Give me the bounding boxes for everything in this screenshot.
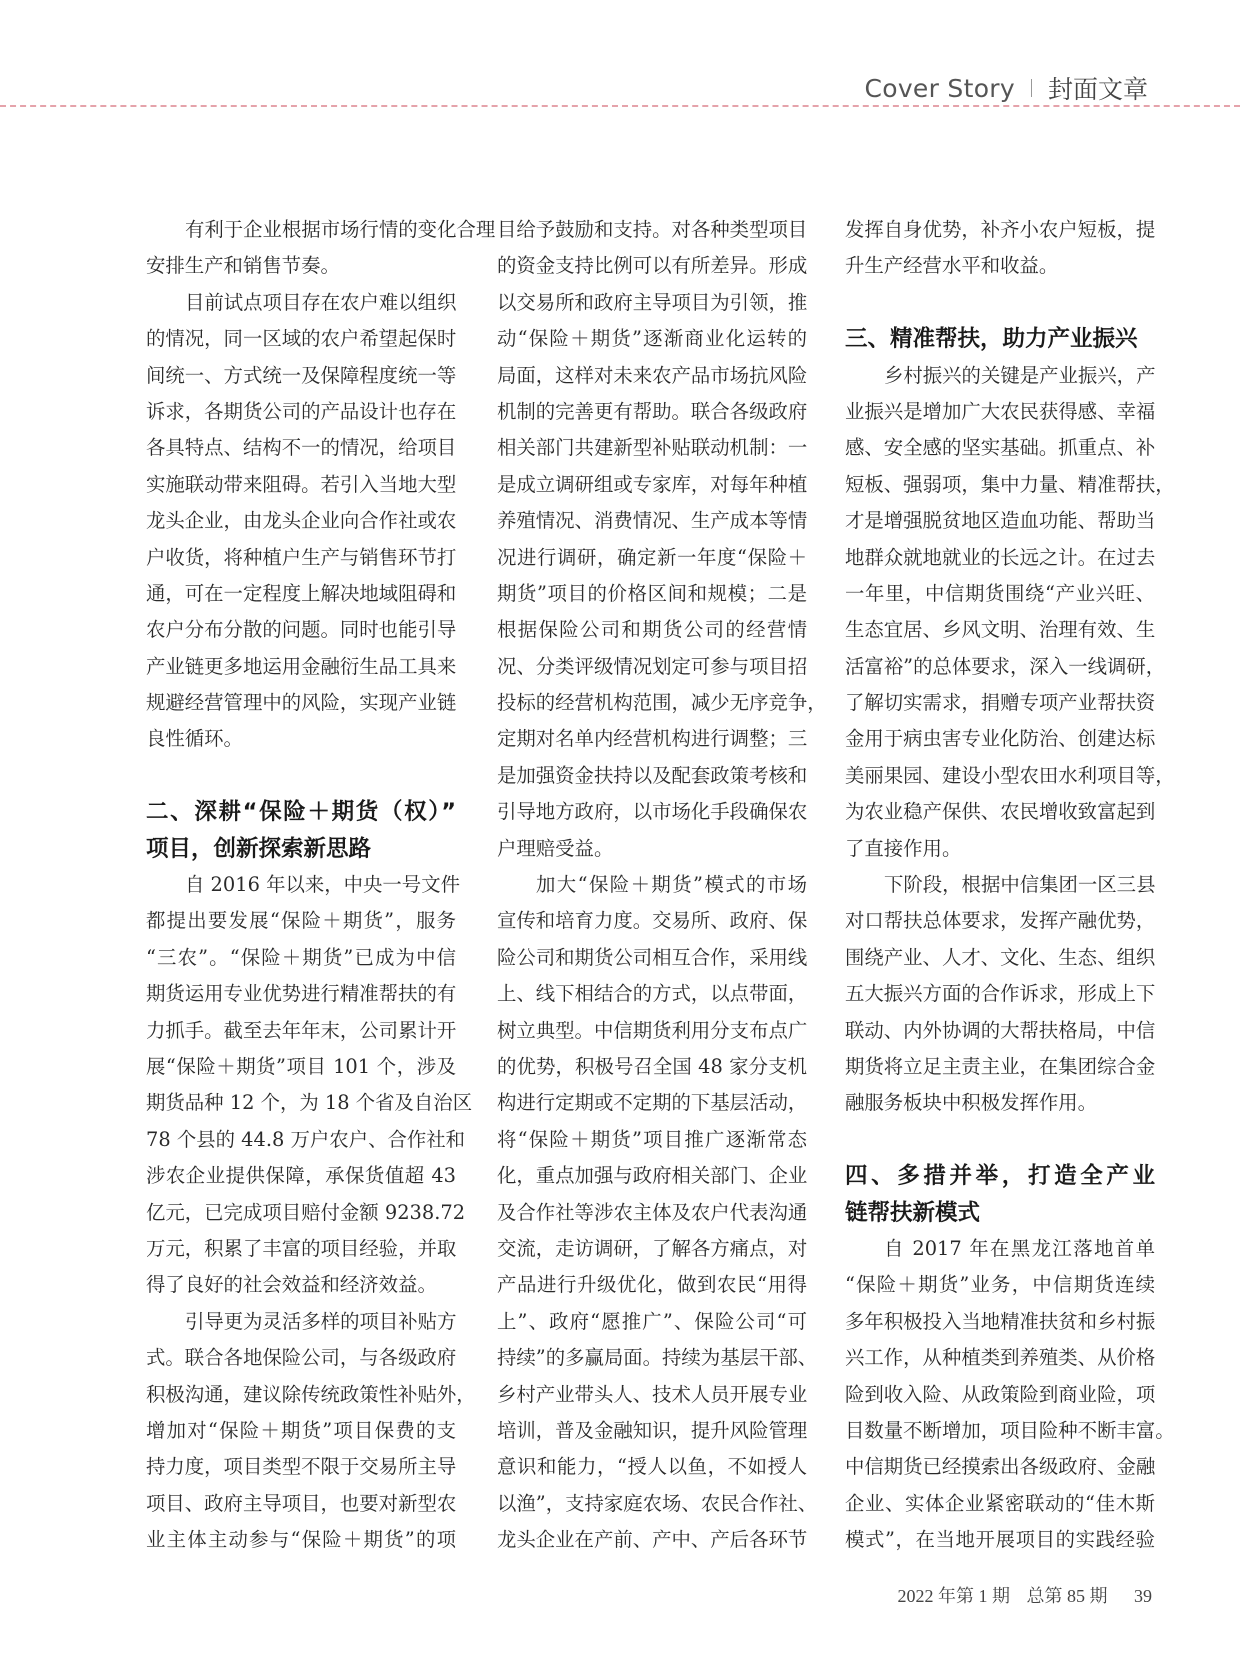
heading-line: 项目，创新探索新思路 [146,835,372,862]
page-number: 39 [1134,1586,1152,1606]
text-line: 涉农企业提供保障，承保货值超 43 [146,1164,456,1188]
text-line: 下阶段，根据中信集团一区三县 [884,873,1156,897]
text-line: 培训，普及金融知识，提升风险管理 [497,1418,808,1442]
text-line: 增加对“保险＋期货”项目保费的支 [146,1418,456,1442]
text-line: 金用于病虫害专业化防治、创建达标 [845,727,1156,751]
text-line: 的优势，积极号召全国 48 家分支机 [497,1054,807,1078]
text-line: 才是增强脱贫地区造血功能、帮助当 [845,509,1156,533]
text-line: 况、分类评级情况划定可参与项目招 [497,654,808,678]
text-line: 围绕产业、人才、文化、生态、组织 [845,945,1156,969]
text-line: 构进行定期或不定期的下基层活动， [497,1091,808,1115]
text-line: 升生产经营水平和收益。 [845,254,1059,278]
text-column-1 [146,212,496,1558]
text-line: 引导地方政府，以市场化手段确保农 [497,800,808,824]
text-line: 目给予鼓励和支持。对各种类型项目 [497,218,808,241]
text-line: 诉求，各期货公司的产品设计也存在 [146,399,457,423]
text-line: 目前试点项目存在农户难以组织 [185,290,457,314]
paragraph [845,867,1155,1122]
text-line: 况进行调研，确定新一年度“保险＋ [497,545,807,569]
text-line: 中信期货已经摸索出各级政府、金融 [845,1455,1156,1479]
text-line: 期货运用专业优势进行精准帮扶的有 [146,982,457,1006]
paragraph [146,285,456,758]
text-line: 有利于企业根据市场行情的变化合理 [185,218,496,241]
text-line: 产业链更多地运用金融衍生品工具来 [146,654,457,678]
issue-label: 2022 年第 1 期 [897,1586,1010,1606]
text-line: 持力度，项目类型不限于交易所主导 [146,1455,457,1479]
section-heading [845,1158,1155,1231]
text-line: 持续”的多赢局面。持续为基层干部、 [497,1346,818,1370]
text-line: 模式”，在当地开展项目的实践经验 [845,1528,1155,1552]
text-line: 生态宜居、乡风文明、治理有效、生 [845,618,1156,642]
text-line: 项目、政府主导项目，也要对新型农 [146,1491,457,1515]
text-line: 积极沟通，建议除传统政策性补贴外， [146,1382,476,1406]
text-line: 自 2016 年以来，中央一号文件 [185,873,460,897]
total-issue-label: 总第 85 期 [1026,1586,1108,1606]
paragraph [497,867,818,1558]
text-line: 的资金支持比例可以有所差异。形成 [497,254,808,278]
text-line: 各具特点、结构不一的情况，给项目 [146,436,457,460]
paragraph [497,212,827,867]
text-line: 户收货，将种植户生产与销售环节打 [146,545,457,569]
text-line: 亿元，已完成项目赔付金额 9238.72 [146,1200,466,1224]
text-line: 农户分布分散的问题。同时也能引导 [146,618,457,642]
text-line: 上”、政府“愿推广”、保险公司“可 [497,1309,807,1333]
text-line: 期货”项目的价格区间和规模；二是 [497,581,807,605]
text-line: 将“保险＋期货”项目推广逐渐常态 [497,1127,807,1151]
text-line: 兴工作，从种植类到养殖类、从价格 [845,1346,1156,1370]
text-line: 规避经营管理中的风险，实现产业链 [146,691,457,715]
text-line: 企业、实体企业紧密联动的“佳木斯 [845,1491,1155,1515]
section-title-zh: 封面文章 [1047,75,1148,104]
text-line: 乡村产业带头人、技术人员开展专业 [497,1382,808,1406]
section-spacer [146,758,456,794]
text-line: 业主体主动参与“保险＋期货”的项 [146,1528,456,1552]
text-line: 及合作社等涉农主体及农户代表沟通 [497,1200,808,1224]
text-line: 户理赔受益。 [497,836,614,860]
text-line: 动“保险＋期货”逐渐商业化运转的 [497,327,807,351]
text-line: 式。联合各地保险公司，与各级政府 [146,1346,457,1370]
section-heading [845,321,1155,357]
text-line: 产品进行升级优化，做到农民“用得 [497,1273,807,1297]
text-line: 引导更为灵活多样的项目补贴方 [185,1309,457,1333]
text-line: 都提出要发展“保险＋期货”，服务 [146,909,456,933]
text-line: 安排生产和销售节奏。 [146,254,340,278]
text-line: 万元，积累了丰富的项目经验，并取 [146,1236,457,1260]
text-line: 险公司和期货公司相互合作，采用线 [497,945,808,969]
text-line: 机制的完善更有帮助。联合各级政府 [497,399,808,423]
text-line: 宣传和培育力度。交易所、政府、保 [497,909,808,933]
text-line: 力抓手。截至去年年末，公司累计开 [146,1018,457,1042]
heading-line: 四、多措并举，打造全产业 [845,1163,1155,1190]
text-line: “三农”。“保险＋期货”已成为中信 [146,945,456,969]
text-line: 展“保险＋期货”项目 101 个，涉及 [146,1054,456,1078]
text-line: 是加强资金扶持以及配套政策考核和 [497,763,808,787]
text-line: 养殖情况、消费情况、生产成本等情 [497,509,808,533]
text-line: 投标的经营机构范围，减少无序竞争， [497,691,827,715]
section-spacer [845,1122,1155,1158]
header-dashed-rule [0,105,1240,107]
section-title-en: Cover Story [864,73,1015,103]
text-line: 对口帮扶总体要求，发挥产融优势， [845,909,1156,933]
text-line: 上、线下相结合的方式，以点带面， [497,982,808,1006]
text-line: 交流，走访调研，了解各方痛点，对 [497,1236,808,1260]
text-line: 龙头企业在产前、产中、产后各环节 [497,1528,808,1552]
text-line: 良性循环。 [146,727,243,751]
text-line: 龙头企业，由龙头企业向合作社或农 [146,509,457,533]
heading-line: 链帮扶新模式 [845,1199,981,1226]
text-line: 实施联动带来阻碍。若引入当地大型 [146,472,457,496]
text-line: 业振兴是增加广大农民获得感、幸福 [845,399,1156,423]
text-line: 化，重点加强与政府相关部门、企业 [497,1164,808,1188]
paragraph [146,867,473,1304]
paragraph [845,1231,1175,1559]
text-line: 险到收入险、从政策险到商业险，项 [845,1382,1156,1406]
text-line: 局面，这样对未来农产品市场抗风险 [497,363,808,387]
text-line: 是成立调研组或专家库，对每年种植 [497,472,808,496]
page-footer [886,1582,1153,1608]
text-line: 了直接作用。 [845,836,962,860]
text-line: 相关部门共建新型补贴联动机制：一 [497,436,808,460]
paragraph [146,1304,476,1559]
text-line: 了解切实需求，捐赠专项产业帮扶资 [845,691,1156,715]
heading-line: 二、深耕“保险＋期货（权）” [146,799,456,826]
text-line: 树立典型。中信期货利用分支布点广 [497,1018,808,1042]
text-line: 期货品种 12 个，为 18 个省及自治区 [146,1091,473,1115]
text-line: 目数量不断增加，项目险种不断丰富。 [845,1418,1175,1442]
heading-line: 三、精准帮扶，助力产业振兴 [845,326,1138,353]
text-line: 期货将立足主责主业，在集团综合金 [845,1054,1156,1078]
text-line: 根据保险公司和期货公司的经营情 [497,618,807,642]
text-line: 以交易所和政府主导项目为引领，推 [497,290,808,314]
text-line: 多年积极投入当地精准扶贫和乡村振 [845,1309,1156,1333]
paragraph [146,212,496,285]
section-spacer [845,285,1155,321]
section-heading [146,794,456,867]
text-line: 乡村振兴的关键是产业振兴，产 [884,363,1156,387]
text-line: 活富裕”的总体要求，深入一线调研， [845,654,1166,678]
text-line: 一年里，中信期货围绕“产业兴旺、 [845,581,1155,605]
text-column-3 [845,212,1175,1558]
paragraph [845,358,1175,867]
text-line: 联动、内外协调的大帮扶格局，中信 [845,1018,1156,1042]
text-line: 78 个县的 44.8 万户农户、合作社和 [146,1127,466,1151]
text-line: 发挥自身优势，补齐小农户短板，提 [845,218,1156,241]
text-column-2 [497,212,827,1558]
text-line: 地群众就地就业的长远之计。在过去 [845,545,1156,569]
text-line: 间统一、方式统一及保障程度统一等 [146,363,457,387]
text-line: 通，可在一定程度上解决地域阻碍和 [146,581,457,605]
paragraph [845,212,1155,285]
text-line: 自 2017 年在黑龙江落地首单 [884,1236,1155,1260]
text-line: 为农业稳产保供、农民增收致富起到 [845,800,1156,824]
section-header [864,68,1148,108]
text-line: “保险＋期货”业务，中信期货连续 [845,1273,1155,1297]
text-line: 得了良好的社会效益和经济效益。 [146,1273,437,1297]
text-line: 加大“保险＋期货”模式的市场 [536,873,807,897]
text-line: 短板、强弱项，集中力量、精准帮扶， [845,472,1175,496]
text-line: 感、安全感的坚实基础。抓重点、补 [845,436,1156,460]
text-line: 的情况，同一区域的农户希望起保时 [146,327,457,351]
text-line: 美丽果园、建设小型农田水利项目等， [845,763,1175,787]
text-line: 五大振兴方面的合作诉求，形成上下 [845,982,1156,1006]
text-line: 以渔”，支持家庭农场、农民合作社、 [497,1491,818,1515]
text-line: 意识和能力，“授人以鱼，不如授人 [497,1455,807,1479]
text-line: 融服务板块中积极发挥作用。 [845,1091,1098,1115]
text-line: 定期对名单内经营机构进行调整；三 [497,727,808,751]
header-divider [1031,79,1032,97]
